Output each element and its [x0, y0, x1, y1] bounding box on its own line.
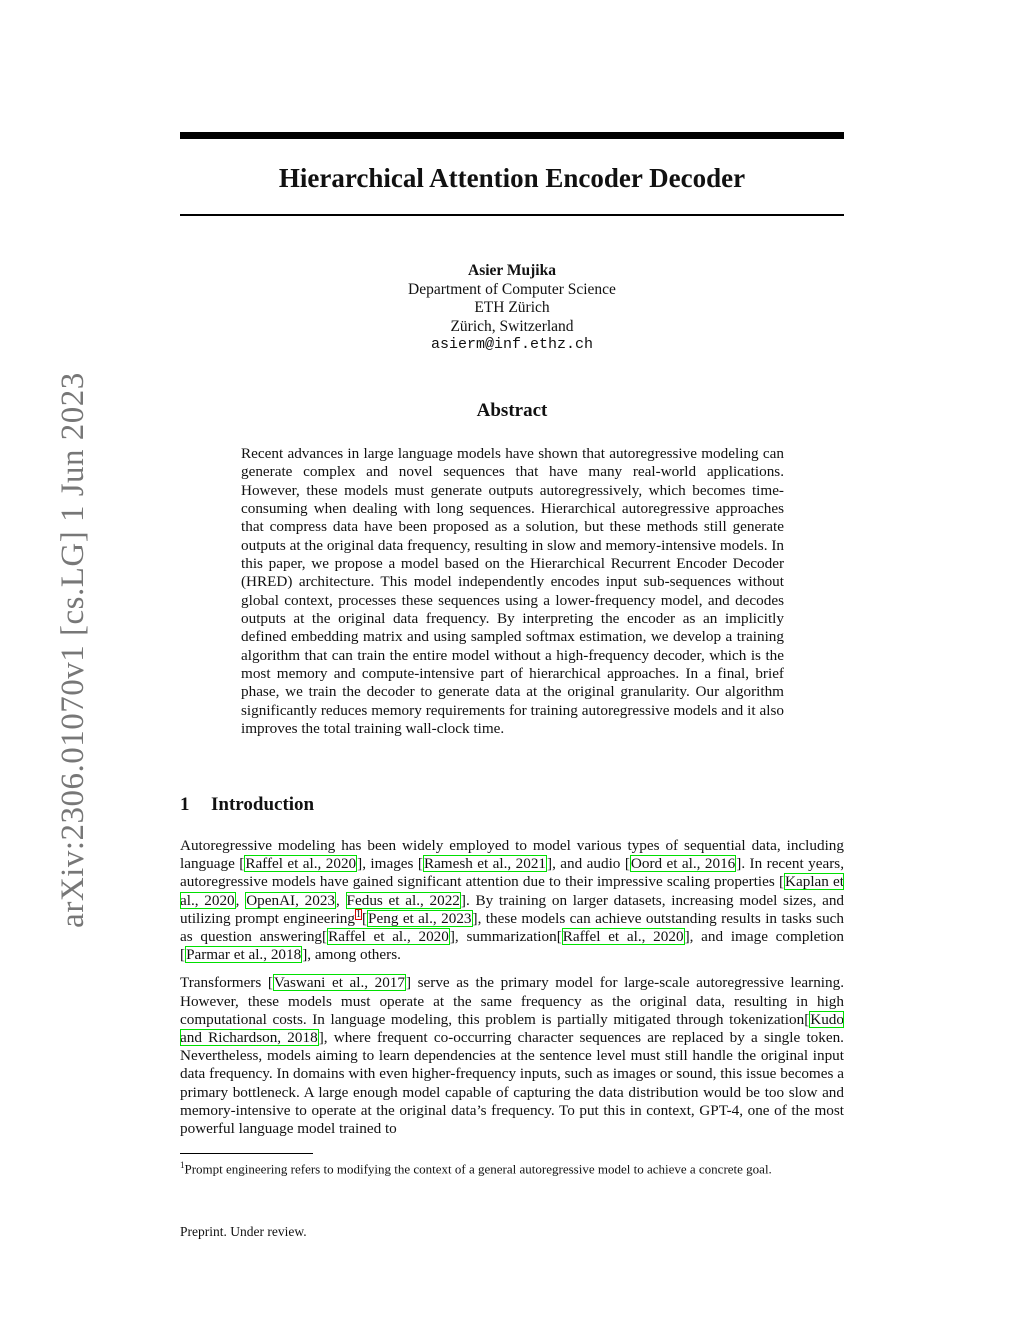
- text-run: ,: [336, 891, 346, 909]
- footnote-text: Prompt engineering refers to modifying the context of a general autoregressive model to achieve a concrete goal.: [184, 1161, 772, 1177]
- section-title: Introduction: [211, 794, 315, 815]
- citation-link[interactable]: OpenAI, 2023: [246, 891, 336, 909]
- text-run: ,: [235, 891, 246, 909]
- citation-link[interactable]: Vaswani et al., 2017: [273, 974, 405, 992]
- citation-link[interactable]: Oord et al., 2016: [630, 855, 736, 873]
- citation-link[interactable]: Fedus et al., 2022: [346, 891, 460, 909]
- preprint-note: Preprint. Under review.: [180, 1224, 307, 1239]
- text-run: Autoregressive modeling has been widely employed to model various types of sequential data, including language [: [180, 837, 844, 873]
- text-run: ] serve as the primary model for large-scale autoregressive learning. However, these models must operate at the same frequency as the original data, resulting in high computational costs. In language modeling, this problem is partially mitigated through tokenization[: [180, 974, 844, 1028]
- author-email[interactable]: asierm@inf.ethz.ch: [430, 336, 594, 353]
- citation-link[interactable]: Kudo and Richardson, 2018: [180, 1010, 844, 1047]
- title-rule-top: [180, 132, 844, 139]
- footnote: [180, 1157, 844, 1177]
- text-run: ]. In recent years, autoregressive models have gained significant attention due to their impressive scaling properties [: [180, 855, 844, 891]
- body-text: [180, 837, 844, 1148]
- footnote-mark: 1: [180, 1160, 185, 1170]
- citation-link[interactable]: Ramesh et al., 2021: [423, 855, 547, 873]
- footnote-rule: [180, 1153, 313, 1154]
- citation-link[interactable]: Raffel et al., 2020: [562, 928, 684, 946]
- abstract-heading: Abstract: [476, 400, 548, 421]
- author-name: Asier Mujika: [468, 262, 556, 279]
- section-number: 1: [180, 794, 190, 815]
- author-dept: Department of Computer Science: [408, 280, 616, 298]
- abstract-text: Recent advances in large language models have shown that autoregressive modeling can generate complex and novel sequences that have many real-world applications. However, these models must generate outputs autoregressively, which becomes time-consuming when dealing with long sequences. Hierarchical autoregressive approaches that compress data have been proposed as a solution, but these methods still generate outputs at the original data frequency, resulting in slow and memory-intensive models. In this paper, we propose a model based on the Hierarchical Recurrent Encoder Decoder (HRED) architecture. This model independently encodes input sub-sequences without global context, processes these sequences using a lower-frequency model, and decodes outputs at the original data frequency. By interpreting the encoder as an implicitly defined embedding matrix and using sampled softmax estimation, we develop a training algorithm that can train the entire model without a high-frequency decoder, which is the most memory and compute-intensive part of hierarchical approaches. In a final, brief phase, we train the decoder to generate data at the original granularity. Our algorithm significantly reduces memory requirements for training autoregressive models and it also improves the total training wall-clock time.: [241, 445, 784, 738]
- citation-link[interactable]: Raffel et al., 2020: [328, 928, 449, 946]
- citation-link[interactable]: Parmar et al., 2018: [186, 946, 302, 964]
- text-run: ], these models can achieve outstanding results in tasks such as question answering[: [180, 909, 845, 946]
- text-run: [: [361, 909, 368, 927]
- intro-paragraph-1: [180, 837, 844, 964]
- intro-paragraph-2: [180, 974, 844, 1138]
- text-run: ], and image completion [: [180, 928, 845, 964]
- text-run: ], summarization[: [449, 928, 562, 946]
- text-run: Transformers [: [180, 974, 273, 992]
- citation-link[interactable]: Raffel et al., 2020: [245, 855, 357, 873]
- author-block: [180, 262, 844, 355]
- arxiv-side-label: arXiv:2306.01070v1 [cs.LG] 1 Jun 2023: [55, 372, 91, 928]
- text-run: ]. By training on larger datasets, increasing model sizes, and utilizing prompt engineering: [180, 891, 845, 927]
- section-heading: [180, 794, 314, 816]
- citation-link[interactable]: Peng et al., 2023: [368, 909, 472, 927]
- paper-title: Hierarchical Attention Encoder Decoder: [278, 163, 746, 193]
- author-institution: ETH Zürich: [474, 299, 550, 316]
- citation-link[interactable]: Kaplan et al., 2020: [180, 873, 844, 909]
- author-location: Zürich, Switzerland: [450, 317, 574, 335]
- footnote-ref-link[interactable]: 1: [355, 908, 361, 920]
- title-rule-bottom: [180, 214, 844, 216]
- text-run: ], images [: [357, 855, 423, 873]
- text-run: ], where frequent co-occurring character sequences are replaced by a single token. Nevertheless, models aiming to learn dependencies at the sentence level must still handle the original input data frequency. In domains with even higher-frequency inputs, such as images or sound, this issue becomes a primary bottleneck. A large enough model capable of capturing the data distribution would be too slow and memory-intensive to operate at the original data’s frequency. To put this in context, GPT-4, one of the most powerful language model trained to: [180, 1029, 844, 1138]
- text-run: ], among others.: [302, 946, 401, 964]
- text-run: ], and audio [: [547, 855, 630, 873]
